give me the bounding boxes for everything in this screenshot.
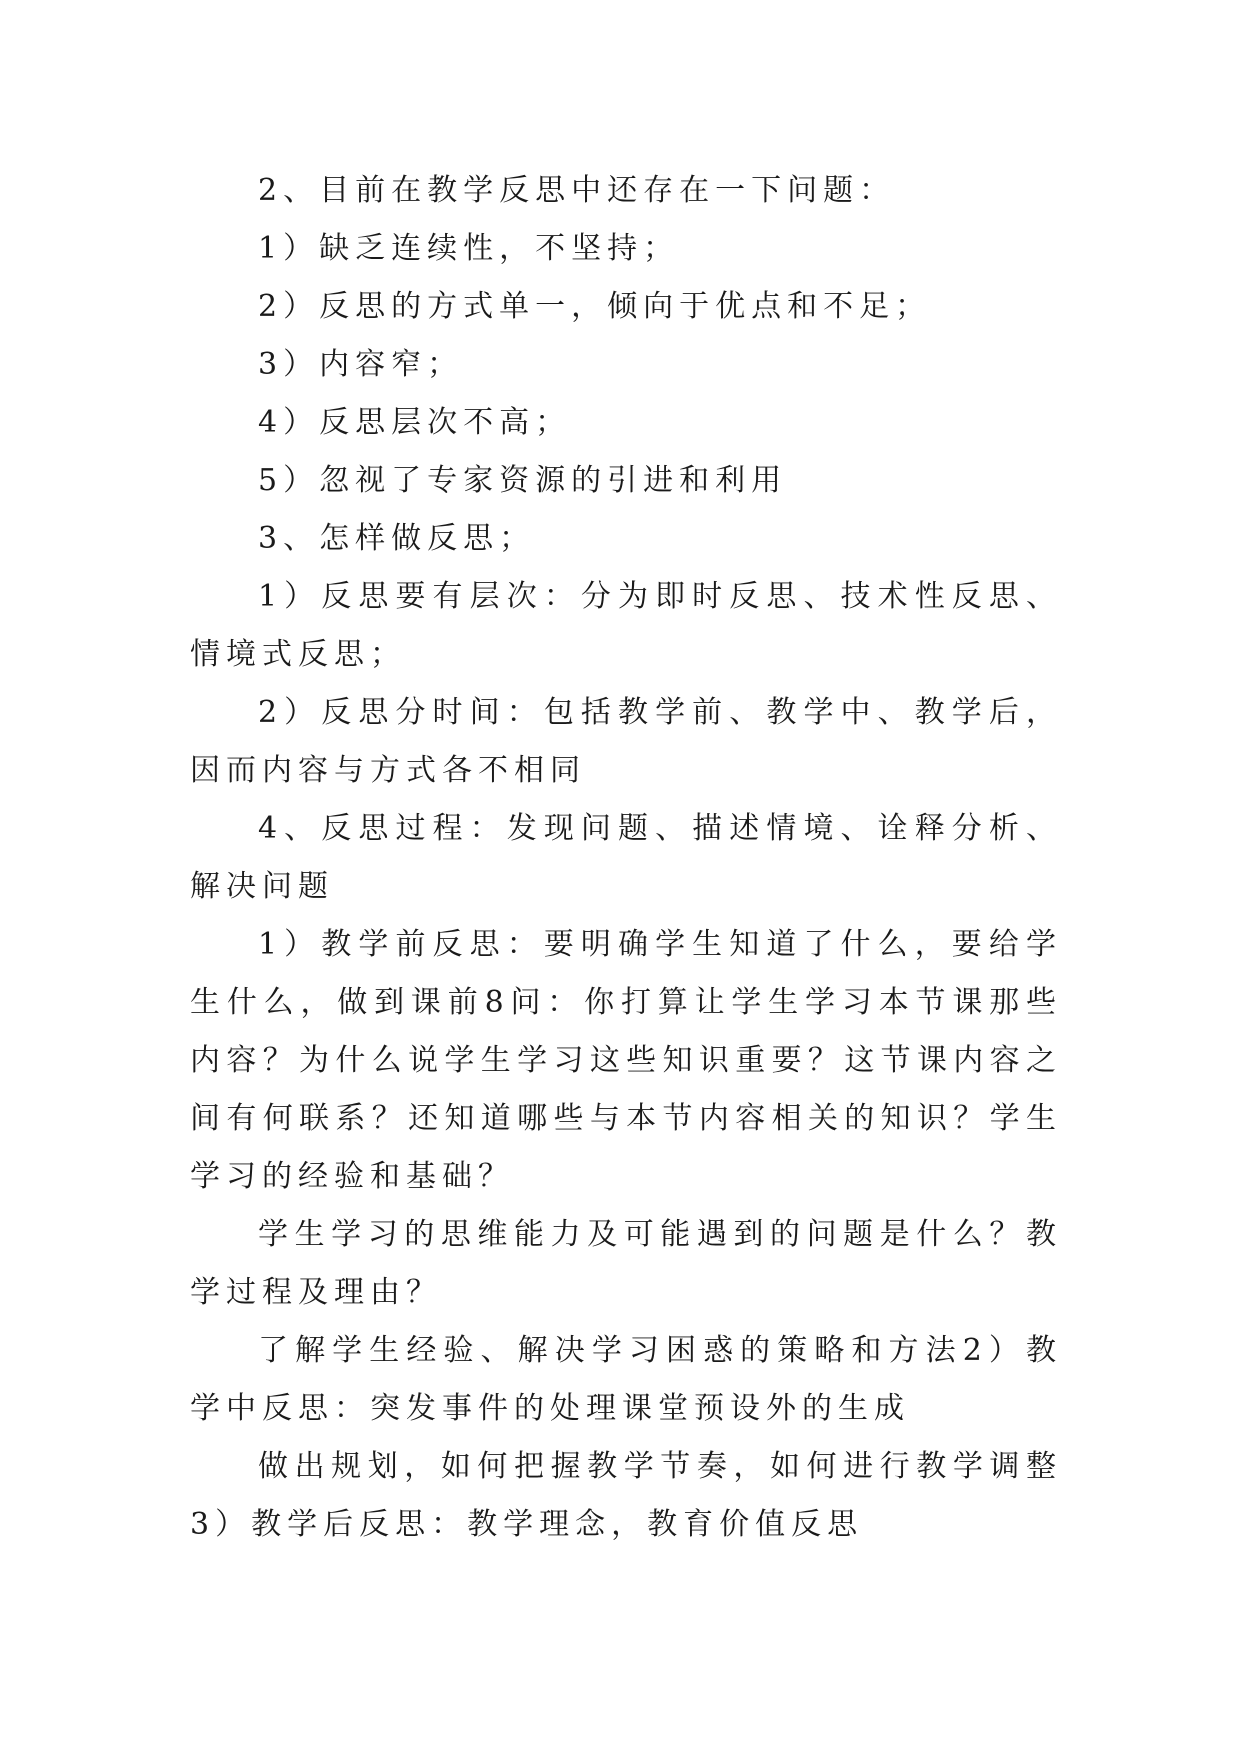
document-body — [190, 162, 1062, 1554]
paragraph: 2）反思分时间：包括教学前、教学中、教学后，因而内容与方式各不相同 — [190, 695, 1062, 788]
paragraph: 4、反思过程：发现问题、描述情境、诠释分析、解决问题 — [190, 811, 1062, 904]
paragraph: 2、目前在教学反思中还存在一下问题： — [258, 173, 896, 208]
paragraph: 学生学习的思维能力及可能遇到的问题是什么？教学过程及理由？ — [190, 1217, 1062, 1310]
paragraph: 2）反思的方式单一，倾向于优点和不足； — [258, 289, 932, 324]
paragraph: 1）教学前反思：要明确学生知道了什么，要给学生什么，做到课前8问：你打算让学生学习本节课那些内容？为什么说学生学习这些知识重要？这节课内容之间有何联系？还知道哪些与本节内容相关的知识？学生学习的经验和基础？ — [190, 927, 1062, 1194]
paragraph: 3、怎样做反思； — [258, 521, 536, 556]
paragraph: 1）缺乏连续性，不坚持； — [258, 231, 680, 266]
paragraph: 1）反思要有层次：分为即时反思、技术性反思、情境式反思； — [190, 579, 1062, 672]
paragraph: 做出规划，如何把握教学节奏，如何进行教学调整3）教学后反思：教学理念，教育价值反思 — [190, 1449, 1062, 1542]
paragraph: 4）反思层次不高； — [258, 405, 572, 440]
paragraph: 5）忽视了专家资源的引进和利用 — [258, 463, 788, 498]
paragraph: 3）内容窄； — [258, 347, 464, 382]
paragraph: 了解学生经验、解决学习困惑的策略和方法2）教学中反思：突发事件的处理课堂预设外的生成 — [190, 1333, 1062, 1426]
